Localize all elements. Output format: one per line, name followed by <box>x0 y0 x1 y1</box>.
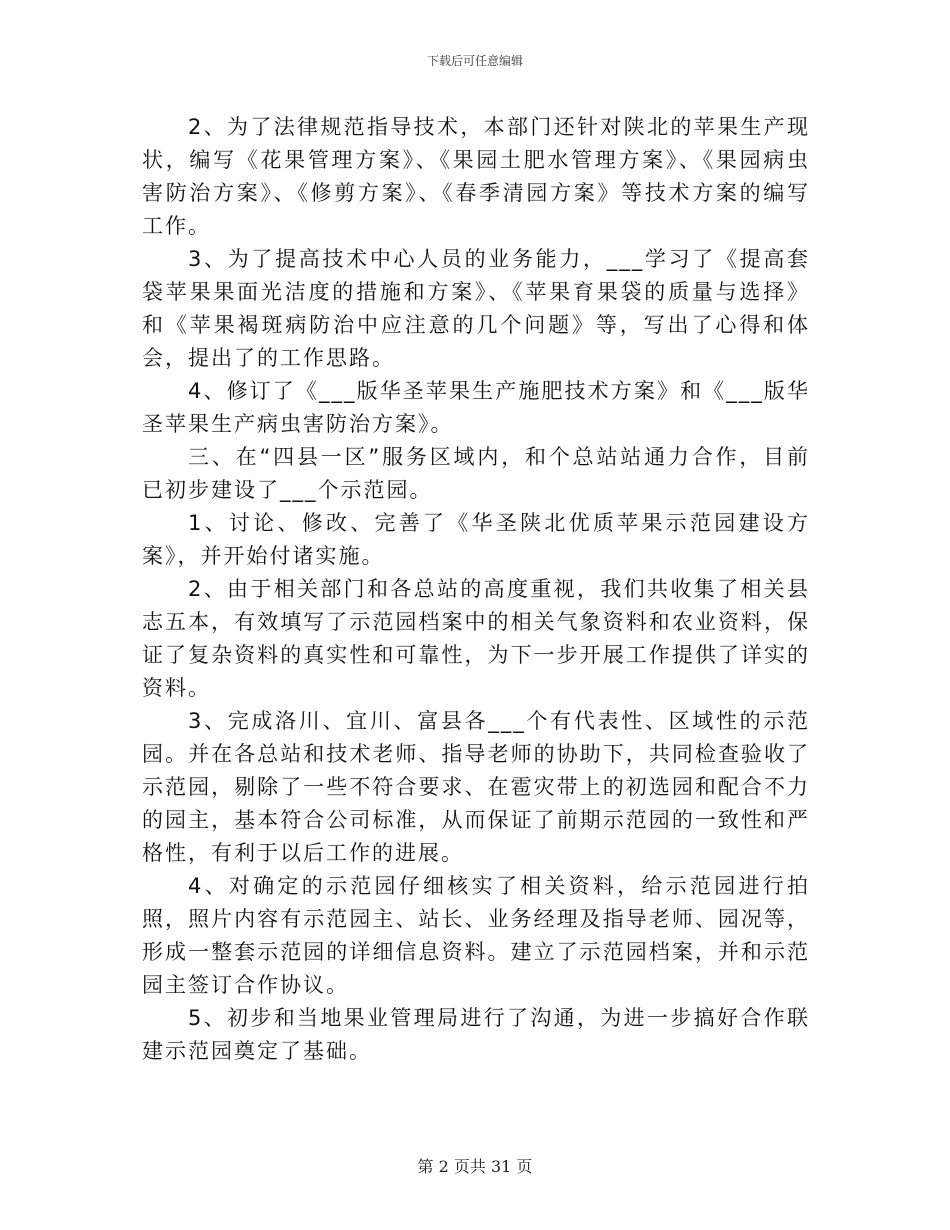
paragraph: 2、由于相关部门和各总站的高度重视，我们共收集了相关县志五本，有效填写了示范园档案中的相关气象资料和农业资料，保证了复杂资料的真实性和可靠性，为下一步开展工作提供了详实的资料。 <box>142 577 810 700</box>
page-header: 下载后可任意编辑 <box>426 54 523 68</box>
section-heading-paragraph: 三、在“四县一区”服务区域内，和个总站站通力合作，目前已初步建设了___个示范园。 <box>142 445 810 502</box>
paragraph: 2、为了法律规范指导技术，本部门还针对陕北的苹果生产现状，编写《花果管理方案》、《果园土肥水管理方案》、《果园病虫害防治方案》、《修剪方案》、《春季清园方案》等技术方案的编写工作。 <box>142 115 810 238</box>
paragraph: 3、为了提高技术中心人员的业务能力，___学习了《提高套袋苹果果面光洁度的措施和方案》、《苹果育果袋的质量与选择》和《苹果褐斑病防治中应注意的几个问题》等，写出了心得和体会，提出了的工作思路。 <box>142 247 810 370</box>
paragraph: 4、修订了《___版华圣苹果生产施肥技术方案》和《___版华圣苹果生产病虫害防治方案》。 <box>142 379 810 436</box>
page-number-footer: 第 2 页共 31 页 <box>417 1157 533 1176</box>
paragraph: 1、讨论、修改、完善了《华圣陕北优质苹果示范园建设方案》，并开始付诸实施。 <box>142 511 810 568</box>
paragraph: 4、对确定的示范园仔细核实了相关资料，给示范园进行拍照，照片内容有示范园主、站长、业务经理及指导老师、园况等，形成一整套示范园的详细信息资料。建立了示范园档案，并和示范园主签订合作协议。 <box>142 874 810 997</box>
paragraph: 3、完成洛川、宜川、富县各___个有代表性、区域性的示范园。并在各总站和技术老师、指导老师的协助下，共同检查验收了示范园，剔除了一些不符合要求、在雹灾带上的初选园和配合不力的园主，基本符合公司标准，从而保证了前期示范园的一致性和严格性，有利于以后工作的进展。 <box>142 709 810 865</box>
paragraph: 5、初步和当地果业管理局进行了沟通，为进一步搞好合作联建示范园奠定了基础。 <box>142 1006 810 1063</box>
document-body <box>142 111 810 1068</box>
